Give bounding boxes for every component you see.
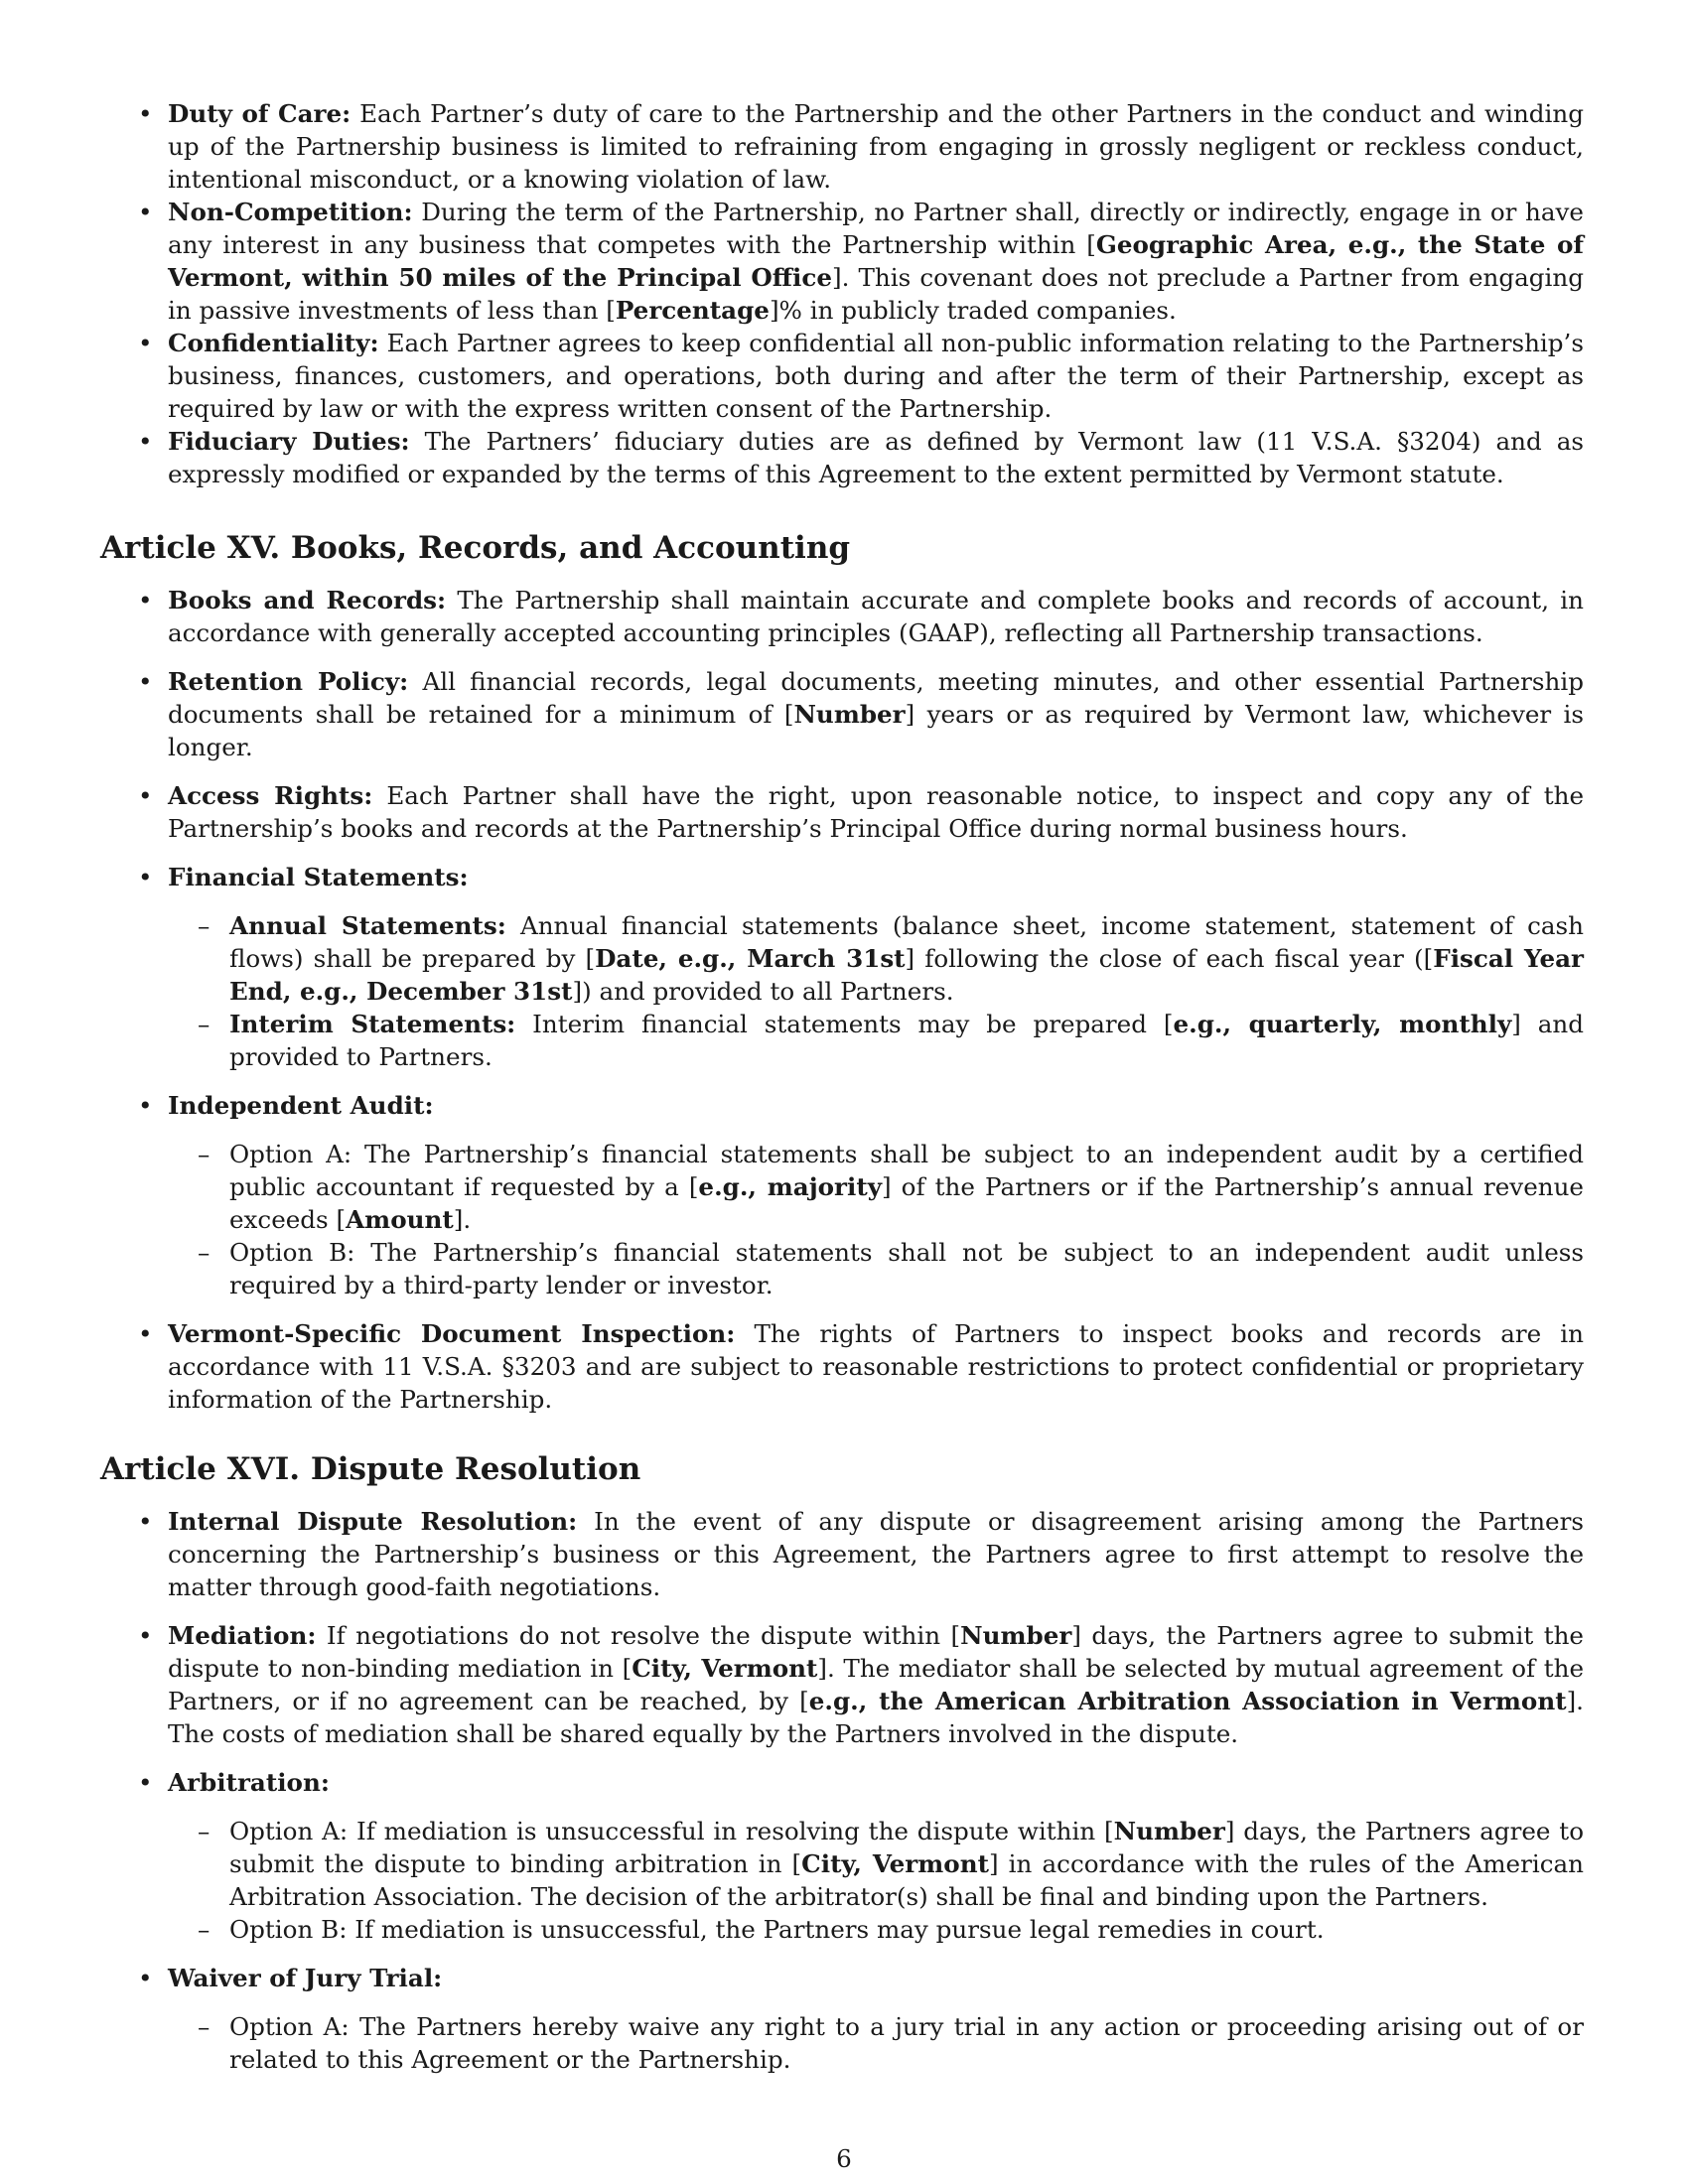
placeholder-text: Date, e.g., March 31st	[595, 944, 906, 973]
duties-list	[100, 97, 1584, 490]
list-item-fiduciary-duties	[100, 425, 1584, 490]
item-text: ].	[453, 1205, 472, 1234]
item-text: Option A: The Partnership’s financial statements shall be subject to an independent audit by a certified public accountant if requested by a [	[229, 1140, 1584, 1201]
item-label: Fiduciary Duties:	[168, 427, 410, 456]
item-text: Option A: The Partners hereby waive any right to a jury trial in any action or proceeding arising out of or related to this Agreement or the Partnership.	[229, 2012, 1584, 2074]
placeholder-text: Number	[1113, 1817, 1225, 1845]
item-label: Confidentiality:	[168, 329, 379, 357]
item-text: Interim financial statements may be prepared [	[515, 1010, 1174, 1038]
item-label: Arbitration:	[168, 1768, 330, 1797]
item-text: ] days, the Partners agree to submit the dispute to non-binding mediation in [	[168, 1621, 1584, 1683]
article-heading-xv: Article XV. Books, Records, and Accounting	[100, 530, 851, 566]
item-text: ]. The mediator shall be selected by mutual agreement of the Partners, or if no agreement can be reached, by [	[168, 1654, 1584, 1715]
item-text: Option A: If mediation is unsuccessful in resolving the dispute within [	[229, 1817, 1114, 1845]
item-text: ] of the Partners or if the Partnership’s annual revenue exceeds [	[229, 1172, 1584, 1234]
item-label: Interim Statements:	[229, 1010, 516, 1038]
item-text: If negotiations do not resolve the dispute within [	[316, 1621, 961, 1650]
list-item-non-competition	[100, 196, 1584, 327]
article-xv-list	[100, 584, 1584, 1416]
item-text: Each Partner’s duty of care to the Partnership and the other Partners in the conduct and winding up of the Partnership business is limited to refraining from engaging in grossly negligent or reckless conduct, intentional misconduct, or a knowing violation of law.	[168, 99, 1584, 194]
placeholder-text: City, Vermont	[632, 1654, 818, 1683]
list-item-mediation	[100, 1619, 1584, 1750]
sublist-item-jury-option-a	[168, 2010, 1584, 2076]
item-text: ] years or as required by Vermont law, whichever is longer.	[168, 700, 1584, 761]
list-item-access-rights	[100, 779, 1584, 845]
item-label: Waiver of Jury Trial:	[168, 1964, 443, 1992]
item-text: ] days, the Partners agree to submit the dispute to binding arbitration in [	[229, 1817, 1584, 1878]
item-text: The Partners’ fiduciary duties are as defined by Vermont law (11 V.S.A. §3204) and as expressly modified or expanded by the terms of this Agreement to the extent permitted by Vermont statute.	[168, 427, 1584, 488]
placeholder-text: e.g., the American Arbitration Association in Vermont	[808, 1687, 1567, 1715]
item-text: All financial records, legal documents, meeting minutes, and other essential Partnership documents shall be retained for a minimum of [	[168, 667, 1584, 729]
sublist-item-audit-option-a	[168, 1138, 1584, 1236]
item-text: ]) and provided to all Partners.	[572, 977, 954, 1006]
item-text: The Partnership shall maintain accurate and complete books and records of account, in accordance with generally accepted accounting principles (GAAP), reflecting all Partnership transactions.	[168, 586, 1584, 647]
item-label: Access Rights:	[168, 781, 373, 810]
list-item-confidentiality	[100, 327, 1584, 425]
item-text: ] in accordance with the rules of the American Arbitration Association. The decision of the arbitrator(s) shall be final and binding upon the Partners.	[229, 1849, 1585, 1911]
jury-waiver-sublist	[168, 2010, 1584, 2076]
item-label: Retention Policy:	[168, 667, 409, 696]
item-label: Mediation:	[168, 1621, 317, 1650]
item-label: Annual Statements:	[229, 911, 506, 940]
placeholder-text: City, Vermont	[801, 1849, 989, 1878]
article-xvi-list	[100, 1505, 1584, 2076]
placeholder-text: Number	[960, 1621, 1072, 1650]
item-text: Each Partner shall have the right, upon reasonable notice, to inspect and copy any of the Partnership’s books and records at the Partnership’s Principal Office during normal business hours.	[168, 781, 1584, 843]
list-item-internal-dispute	[100, 1505, 1584, 1603]
item-text: ]. This covenant does not preclude a Partner from engaging in passive investments of less than [	[168, 263, 1584, 325]
list-item-arbitration	[100, 1766, 1584, 1946]
placeholder-text: e.g., majority	[698, 1172, 882, 1201]
list-item-retention-policy	[100, 665, 1584, 763]
article-heading-xvi: Article XVI. Dispute Resolution	[100, 1451, 641, 1487]
item-text: During the term of the Partnership, no Partner shall, directly or indirectly, engage in or have any interest in any business that competes with the Partnership within [	[168, 198, 1584, 259]
item-text: Each Partner agrees to keep confidential all non-public information relating to the Partnership’s business, finances, customers, and operations, both during and after the term of their Partnership, except as required by law or with the express written consent of the Partnership.	[168, 329, 1584, 423]
item-text: ]. The costs of mediation shall be shared equally by the Partners involved in the dispute.	[168, 1687, 1584, 1748]
sublist-item-audit-option-b	[168, 1236, 1584, 1301]
item-label: Financial Statements:	[168, 863, 469, 891]
placeholder-text: Number	[793, 700, 906, 729]
placeholder-text: Amount	[346, 1205, 454, 1234]
placeholder-text: e.g., quarterly, monthly	[1173, 1010, 1512, 1038]
item-text: ] and provided to Partners.	[229, 1010, 1584, 1071]
list-item-books-records	[100, 584, 1584, 649]
page-number: 6	[836, 2144, 852, 2173]
item-label: Independent Audit:	[168, 1091, 434, 1120]
item-label: Vermont-Specific Document Inspection:	[168, 1319, 736, 1348]
placeholder-text: Geographic Area, e.g., the State of Vermont, within 50 miles of the Principal Office	[168, 230, 1584, 292]
arbitration-sublist	[168, 1815, 1584, 1946]
item-label: Duty of Care:	[168, 99, 352, 128]
sublist-item-interim-statements	[168, 1008, 1584, 1073]
list-item-jury-waiver	[100, 1962, 1584, 2076]
list-item-independent-audit	[100, 1089, 1584, 1301]
sublist-item-annual-statements	[168, 909, 1584, 1008]
item-text: Annual financial statements (balance sheet, income statement, statement of cash flows) shall be prepared by [	[229, 911, 1584, 973]
item-label: Books and Records:	[168, 586, 447, 614]
list-item-financial-statements	[100, 861, 1584, 1073]
document-page	[100, 97, 1584, 2076]
sublist-item-arbitration-option-a	[168, 1815, 1584, 1913]
item-text: Option B: If mediation is unsuccessful, the Partners may pursue legal remedies in court.	[229, 1915, 1325, 1944]
placeholder-text: Fiscal Year End, e.g., December 31st	[229, 944, 1584, 1006]
item-label: Internal Dispute Resolution:	[168, 1507, 578, 1536]
item-label: Non-Competition:	[168, 198, 413, 226]
item-text: The rights of Partners to inspect books and records are in accordance with 11 V.S.A. §3203 and are subject to reasonable restrictions to protect confidential or proprietary information of the Partnership.	[168, 1319, 1584, 1414]
item-text: Option B: The Partnership’s financial statements shall not be subject to an independent audit unless required by a third-party lender or investor.	[229, 1238, 1584, 1299]
list-item-duty-of-care	[100, 97, 1584, 196]
item-text: ]% in publicly traded companies.	[769, 296, 1177, 325]
financial-statements-sublist	[168, 909, 1584, 1073]
placeholder-text: Percentage	[615, 296, 770, 325]
item-text: In the event of any dispute or disagreement arising among the Partners concerning the Partnership’s business or this Agreement, the Partners agree to first attempt to resolve the matter through good-faith negotiations.	[168, 1507, 1584, 1601]
independent-audit-sublist	[168, 1138, 1584, 1301]
sublist-item-arbitration-option-b	[168, 1913, 1584, 1946]
item-text: ] following the close of each fiscal year ([	[905, 944, 1434, 973]
list-item-document-inspection	[100, 1317, 1584, 1416]
